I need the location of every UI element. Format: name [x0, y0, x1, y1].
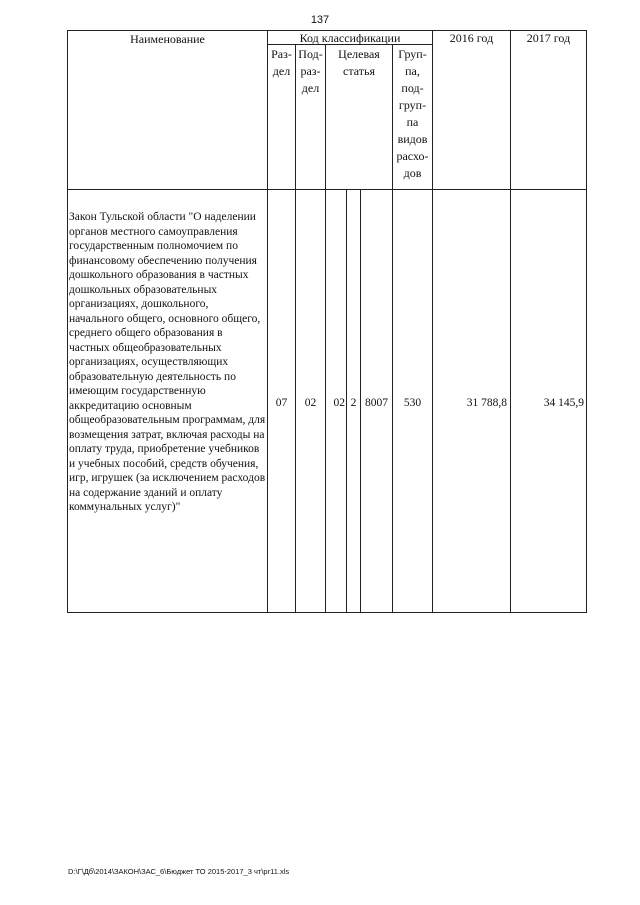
row-section: 07: [275, 397, 288, 409]
header-name: Наименование: [130, 32, 205, 46]
header-classification: Код классификации: [299, 31, 401, 45]
row-name: Закон Тульской области "О наделении органов местного самоуправления государственным полномочием по финансовому обеспечению получения дошкольного образования в частных дошкольных образовательных организациях, дошкольного, начального общего, основного общего, среднего общего образования в частных общеобразовательных организациях, осуществляющих образовательную деятельность по имеющим государственную аккредитацию основным общеобразовательным программам, для возмещения затрат, включая расходы на оплату труда, приобретение учебников и учебных пособий, средств обучения, игр, игрушек (за исключением расходов на содержание зданий и оплату коммунальных услуг)": [69, 211, 266, 513]
header-bottom-border: [67, 189, 586, 190]
row-target-c: 8007: [365, 397, 388, 409]
row-expense-group: 530: [403, 397, 422, 409]
col-divider-group: [432, 30, 433, 613]
file-path-footer: D:\Г\Дб\2014\ЗАКОН\ЗАС_6\Бюджет ТО 2015-2017_3 чт\рr11.xls: [68, 867, 290, 876]
col-divider-section: [295, 44, 296, 613]
col-divider-name: [267, 30, 268, 613]
row-target-b: 2: [350, 397, 357, 409]
table-left-border: [67, 30, 68, 613]
header-target-article: Целевая статья: [338, 47, 380, 78]
row-target-a: 02: [333, 397, 345, 409]
col-divider-subsection: [325, 44, 326, 613]
header-expense-group: Груп- па, под- груп- па видов расхо- дов: [396, 47, 429, 180]
table-bottom-border: [67, 612, 586, 613]
table-right-border: [586, 30, 587, 613]
row-year-2017: 34 145,9: [543, 397, 584, 409]
page-number: 137: [310, 14, 330, 26]
row-subsection: 02: [304, 397, 317, 409]
header-section: Раз- дел: [271, 47, 292, 78]
col-divider-year1: [510, 30, 511, 613]
row-year-2016: 31 788,8: [466, 397, 507, 409]
header-year-2017: 2017 год: [526, 31, 571, 45]
header-year-2016: 2016 год: [449, 31, 494, 45]
header-subsection: Под- раз- дел: [298, 47, 323, 95]
